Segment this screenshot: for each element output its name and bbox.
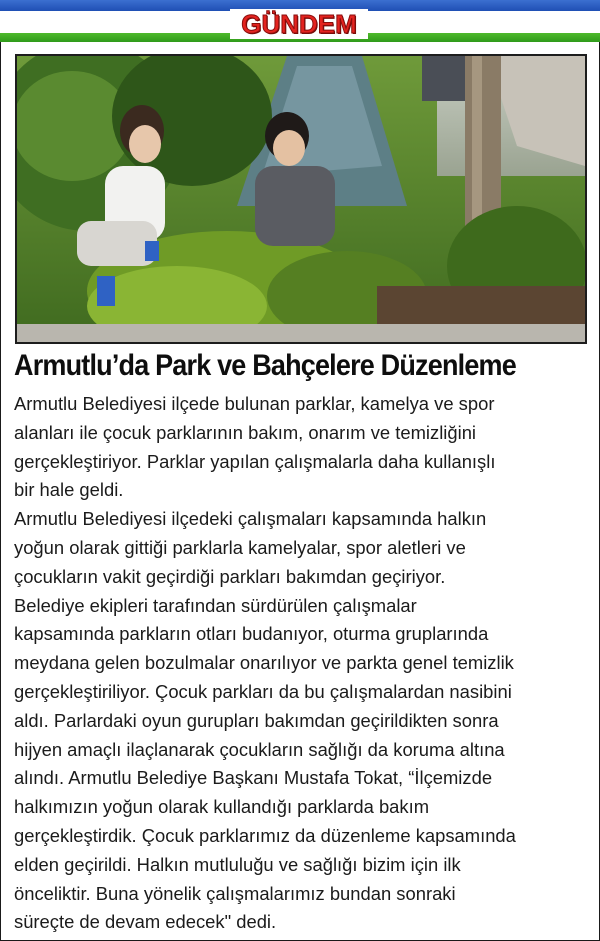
body-line: aldı. Parlardaki oyun gurupları bakımdan geçirildikten sonra: [14, 709, 499, 731]
article-headline: Armutlu’da Park ve Bahçelere Düzenleme: [14, 349, 516, 382]
body-line: alındı. Armutlu Belediye Başkanı Mustafa Tokat, “İlçemizde: [14, 767, 493, 789]
body-line: Armutlu Belediyesi ilçede bulunan parklar, kamelya ve spor: [14, 393, 495, 414]
body-line: süreçte de devam edecek" dedi.: [14, 911, 277, 933]
body-line: Belediye ekipleri tarafından sürdürülen çalışmalar: [14, 594, 417, 616]
body-line: önceliktir. Buna yönelik çalışmalarımız bundan sonraki: [14, 882, 456, 904]
section-title-box: [230, 9, 368, 39]
body-line: alanları ile çocuk parklarının bakım, onarım ve temizliğini: [14, 421, 477, 443]
body-line: yoğun olarak gittiği parklarla kamelyalar, spor aletleri ve: [14, 536, 466, 558]
body-line: elden geçirildi. Halkın mutluluğu ve sağlığı bizim için ilk: [14, 853, 461, 875]
body-line: kapsamında parkların otları budanıyor, oturma gruplarında: [14, 623, 489, 645]
article-photo: [15, 54, 587, 344]
body-line: bir hale geldi.: [14, 479, 124, 501]
section-header: [0, 0, 600, 48]
body-line: halkımızın yoğun olarak kullandığı parklarda bakım: [14, 796, 430, 818]
body-line: çocukların vakit geçirdiği parkları bakımdan geçiriyor.: [14, 565, 446, 587]
article-body: [14, 390, 590, 937]
body-line: Armutlu Belediyesi ilçedeki çalışmaları kapsamında halkın: [14, 508, 487, 530]
body-line: hijyen amaçlı ilaçlanarak çocukların sağlığı da koruma altına: [14, 738, 505, 760]
park-gardening-photo-icon: [17, 56, 585, 342]
body-line: gerçekleştiriliyor. Çocuk parkları da bu çalışmalardan nasibini: [14, 680, 512, 702]
body-line: gerçekleştiriyor. Parklar yapılan çalışmalarla daha kullanışlı: [14, 450, 496, 472]
body-line: gerçekleştirdik. Çocuk parklarımız da düzenleme kapsamında: [14, 824, 516, 846]
section-title: GÜNDEM: [241, 9, 357, 39]
body-line: meydana gelen bozulmalar onarılıyor ve parkta genel temizlik: [14, 652, 514, 674]
